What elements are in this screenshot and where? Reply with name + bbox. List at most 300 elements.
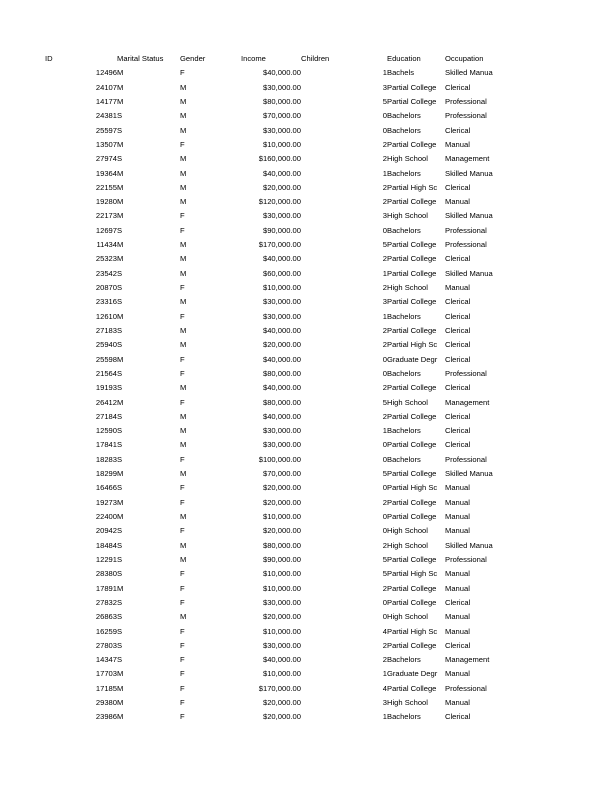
cell-children[interactable]: 3 — [382, 297, 387, 307]
cell-occupation[interactable]: Professional — [445, 240, 487, 250]
cell-children[interactable]: 2 — [382, 411, 387, 421]
cell-marital[interactable]: S — [117, 340, 123, 350]
cell-gender[interactable]: F — [180, 640, 185, 650]
cell-occupation[interactable]: Professional — [445, 454, 487, 464]
table-row[interactable] — [45, 625, 555, 639]
cell-gender[interactable]: M — [180, 182, 187, 192]
table-row[interactable] — [45, 81, 555, 95]
cell-income[interactable]: $30,000.00 — [262, 125, 301, 135]
cell-gender[interactable]: F — [180, 211, 185, 221]
cell-gender[interactable]: M — [180, 268, 187, 278]
cell-marital[interactable]: M — [117, 240, 124, 250]
table-row[interactable] — [45, 396, 555, 410]
cell-gender[interactable]: F — [180, 397, 185, 407]
cell-marital[interactable]: S — [117, 125, 123, 135]
cell-income[interactable]: $40,000.00 — [262, 655, 301, 665]
cell-gender[interactable]: F — [180, 225, 185, 235]
cell-education[interactable]: High School — [387, 397, 428, 407]
cell-id[interactable]: 18484 — [95, 540, 117, 550]
table-row[interactable] — [45, 467, 555, 481]
cell-id[interactable]: 25598 — [95, 354, 117, 364]
cell-id[interactable]: 19273 — [95, 497, 117, 507]
cell-id[interactable]: 18299 — [95, 469, 117, 479]
table-row[interactable] — [45, 338, 555, 352]
cell-occupation[interactable]: Professional — [445, 96, 487, 106]
cell-id[interactable]: 17841 — [95, 440, 117, 450]
cell-children[interactable]: 2 — [382, 640, 387, 650]
cell-marital[interactable]: S — [117, 283, 123, 292]
cell-income[interactable]: $40,000.00 — [262, 383, 301, 393]
cell-children[interactable]: 5 — [382, 554, 387, 564]
cell-marital[interactable]: M — [117, 354, 124, 364]
cell-gender[interactable]: F — [180, 68, 185, 78]
cell-marital[interactable]: S — [117, 268, 123, 278]
cell-gender[interactable]: M — [180, 325, 187, 335]
cell-education[interactable]: Partial College — [387, 597, 437, 607]
cell-education[interactable]: Partial High Sc — [387, 340, 438, 350]
cell-income[interactable]: $30,000.00 — [262, 311, 301, 321]
cell-marital[interactable]: M — [117, 583, 124, 593]
cell-marital[interactable]: S — [117, 597, 123, 607]
cell-marital[interactable]: M — [117, 712, 124, 722]
cell-children[interactable]: 2 — [382, 325, 387, 335]
cell-children[interactable]: 0 — [382, 225, 387, 235]
cell-education[interactable]: Partial High Sc — [387, 626, 438, 636]
table-row[interactable] — [45, 653, 555, 667]
table-row[interactable] — [45, 267, 555, 281]
cell-income[interactable]: $70,000.00 — [262, 469, 301, 479]
table-row[interactable] — [45, 639, 555, 653]
cell-id[interactable]: 16259 — [95, 626, 117, 636]
table-row[interactable] — [45, 682, 555, 696]
cell-children[interactable]: 5 — [382, 397, 387, 407]
cell-id[interactable]: 27184 — [95, 411, 117, 421]
cell-id[interactable]: 21564 — [95, 368, 117, 378]
cell-occupation[interactable]: Clerical — [445, 426, 471, 436]
cell-income[interactable]: $80,000.00 — [262, 397, 301, 407]
cell-gender[interactable]: M — [180, 240, 187, 250]
cell-id[interactable]: 13507 — [95, 139, 117, 149]
cell-marital[interactable]: S — [117, 426, 123, 436]
cell-income[interactable]: $40,000.00 — [262, 168, 301, 178]
table-row[interactable] — [45, 424, 555, 438]
table-row[interactable] — [45, 438, 555, 452]
cell-children[interactable]: 0 — [382, 526, 387, 536]
cell-income[interactable]: $30,000.00 — [262, 82, 301, 92]
cell-gender[interactable]: M — [180, 411, 187, 421]
cell-education[interactable]: Partial College — [387, 583, 437, 593]
cell-id[interactable]: 22400 — [95, 512, 117, 521]
cell-id[interactable]: 23542 — [95, 268, 117, 278]
cell-children[interactable]: 4 — [382, 626, 387, 636]
cell-marital[interactable]: S — [117, 526, 123, 536]
table-row[interactable] — [45, 324, 555, 338]
cell-id[interactable]: 14347 — [95, 655, 117, 665]
cell-education[interactable]: Bachelors — [387, 311, 421, 321]
cell-children[interactable]: 0 — [382, 454, 387, 464]
cell-income[interactable]: $20,000.00 — [262, 497, 301, 507]
cell-id[interactable]: 19280 — [95, 197, 117, 207]
cell-id[interactable]: 23986 — [95, 712, 117, 722]
cell-education[interactable]: Partial College — [387, 268, 437, 278]
cell-marital[interactable]: S — [117, 225, 123, 235]
cell-income[interactable]: $30,000.00 — [262, 211, 301, 221]
cell-occupation[interactable]: Management — [445, 655, 490, 665]
cell-income[interactable]: $80,000.00 — [262, 96, 301, 106]
cell-education[interactable]: Partial College — [387, 640, 437, 650]
cell-gender[interactable]: M — [180, 383, 187, 393]
cell-id[interactable]: 12590 — [95, 426, 117, 436]
cell-income[interactable]: $40,000.00 — [262, 354, 301, 364]
cell-id[interactable]: 28380 — [95, 569, 117, 579]
cell-marital[interactable]: S — [117, 325, 123, 335]
table-row[interactable] — [45, 152, 555, 166]
cell-marital[interactable]: S — [117, 640, 123, 650]
cell-children[interactable]: 1 — [382, 426, 387, 436]
table-row[interactable] — [45, 138, 555, 152]
cell-occupation[interactable]: Manual — [445, 698, 470, 708]
cell-occupation[interactable]: Professional — [445, 111, 487, 121]
cell-gender[interactable]: F — [180, 526, 185, 536]
cell-gender[interactable]: F — [180, 655, 185, 665]
cell-marital[interactable]: S — [117, 454, 123, 464]
cell-education[interactable]: Bachelors — [387, 368, 421, 378]
cell-education[interactable]: Partial College — [387, 383, 437, 393]
cell-education[interactable]: Partial College — [387, 297, 437, 307]
cell-education[interactable]: Bachelors — [387, 712, 421, 722]
cell-children[interactable]: 2 — [382, 655, 387, 665]
cell-occupation[interactable]: Manual — [445, 283, 470, 292]
cell-children[interactable]: 1 — [382, 669, 387, 679]
cell-gender[interactable]: F — [180, 712, 185, 722]
cell-gender[interactable]: F — [180, 311, 185, 321]
cell-id[interactable]: 17185 — [95, 683, 117, 693]
cell-occupation[interactable]: Clerical — [445, 82, 471, 92]
cell-education[interactable]: Partial High Sc — [387, 569, 438, 579]
cell-education[interactable]: Partial High Sc — [387, 182, 438, 192]
cell-gender[interactable]: M — [180, 440, 187, 450]
cell-education[interactable]: Bachelors — [387, 454, 421, 464]
cell-occupation[interactable]: Manual — [445, 569, 470, 579]
cell-income[interactable]: $10,000.00 — [262, 283, 301, 292]
cell-marital[interactable]: M — [117, 139, 124, 149]
cell-gender[interactable]: M — [180, 82, 187, 92]
cell-id[interactable]: 20870 — [95, 283, 117, 292]
cell-gender[interactable]: F — [180, 354, 185, 364]
cell-occupation[interactable]: Manual — [445, 139, 470, 149]
cell-id[interactable]: 22155 — [95, 182, 117, 192]
cell-education[interactable]: Bachelors — [387, 111, 421, 121]
cell-education[interactable]: Bachelors — [387, 125, 421, 135]
cell-education[interactable]: Bachelors — [387, 225, 421, 235]
cell-occupation[interactable]: Clerical — [445, 254, 471, 264]
table-row[interactable] — [45, 295, 555, 309]
cell-education[interactable]: Partial College — [387, 554, 437, 564]
cell-children[interactable]: 1 — [382, 168, 387, 178]
table-row[interactable] — [45, 109, 555, 123]
table-row[interactable] — [45, 481, 555, 495]
cell-children[interactable]: 2 — [382, 383, 387, 393]
cell-income[interactable]: $40,000.00 — [262, 68, 301, 78]
cell-gender[interactable]: M — [180, 297, 187, 307]
cell-marital[interactable]: S — [117, 368, 123, 378]
cell-occupation[interactable]: Manual — [445, 483, 470, 493]
table-row[interactable] — [45, 596, 555, 610]
cell-marital[interactable]: M — [117, 698, 124, 708]
cell-children[interactable]: 2 — [382, 340, 387, 350]
table-row[interactable] — [45, 167, 555, 181]
cell-income[interactable]: $20,000.00 — [262, 712, 301, 722]
cell-children[interactable]: 0 — [382, 440, 387, 450]
cell-children[interactable]: 2 — [382, 583, 387, 593]
cell-id[interactable]: 27974 — [95, 154, 117, 164]
table-row[interactable] — [45, 381, 555, 395]
table-row[interactable] — [45, 367, 555, 381]
cell-gender[interactable]: M — [180, 168, 187, 178]
cell-education[interactable]: High School — [387, 211, 428, 221]
table-row[interactable] — [45, 582, 555, 596]
cell-id[interactable]: 19364 — [95, 168, 117, 178]
cell-education[interactable]: High School — [387, 526, 428, 536]
cell-income[interactable]: $160,000.00 — [258, 154, 301, 164]
cell-occupation[interactable]: Professional — [445, 554, 487, 564]
cell-education[interactable]: Partial College — [387, 240, 437, 250]
cell-income[interactable]: $170,000.00 — [258, 683, 301, 693]
table-row[interactable] — [45, 353, 555, 367]
cell-marital[interactable]: S — [117, 411, 123, 421]
cell-education[interactable]: Partial College — [387, 254, 437, 264]
cell-education[interactable]: Partial College — [387, 82, 437, 92]
cell-children[interactable]: 2 — [382, 154, 387, 164]
cell-children[interactable]: 3 — [382, 698, 387, 708]
cell-children[interactable]: 2 — [382, 197, 387, 207]
cell-children[interactable]: 0 — [382, 597, 387, 607]
cell-marital[interactable]: S — [117, 655, 123, 665]
cell-occupation[interactable]: Professional — [445, 683, 487, 693]
table-row[interactable] — [45, 710, 555, 724]
cell-gender[interactable]: F — [180, 683, 185, 693]
cell-marital[interactable]: S — [117, 540, 123, 550]
cell-marital[interactable]: S — [117, 626, 123, 636]
cell-id[interactable]: 27832 — [95, 597, 117, 607]
cell-income[interactable]: $40,000.00 — [262, 254, 301, 264]
cell-children[interactable]: 1 — [382, 311, 387, 321]
cell-id[interactable]: 14177 — [95, 96, 117, 106]
cell-income[interactable]: $90,000.00 — [262, 225, 301, 235]
cell-marital[interactable]: S — [117, 569, 123, 579]
cell-occupation[interactable]: Clerical — [445, 125, 471, 135]
cell-education[interactable]: High School — [387, 154, 428, 164]
cell-education[interactable]: Bachels — [387, 68, 415, 78]
cell-id[interactable]: 18283 — [95, 454, 117, 464]
cell-marital[interactable]: M — [117, 512, 124, 521]
cell-children[interactable]: 2 — [382, 497, 387, 507]
cell-occupation[interactable]: Clerical — [445, 383, 471, 393]
cell-occupation[interactable]: Skilled Manua — [445, 168, 493, 178]
table-row[interactable] — [45, 453, 555, 467]
cell-income[interactable]: $120,000.00 — [258, 197, 301, 207]
cell-marital[interactable]: M — [117, 311, 124, 321]
cell-education[interactable]: Partial College — [387, 96, 437, 106]
cell-gender[interactable]: F — [180, 583, 185, 593]
cell-education[interactable]: Partial College — [387, 139, 437, 149]
cell-education[interactable]: High School — [387, 283, 428, 292]
table-row[interactable] — [45, 238, 555, 252]
cell-income[interactable]: $20,000.00 — [262, 182, 301, 192]
cell-children[interactable]: 0 — [382, 111, 387, 121]
cell-income[interactable]: $30,000.00 — [262, 426, 301, 436]
cell-id[interactable]: 16466 — [95, 483, 117, 493]
cell-marital[interactable]: M — [117, 96, 124, 106]
cell-gender[interactable]: M — [180, 125, 187, 135]
cell-gender[interactable]: F — [180, 569, 185, 579]
table-row[interactable] — [45, 510, 555, 524]
cell-income[interactable]: $20,000.00 — [262, 526, 301, 536]
cell-marital[interactable]: S — [117, 612, 123, 622]
cell-marital[interactable]: M — [117, 168, 124, 178]
cell-id[interactable]: 26863 — [95, 612, 117, 622]
cell-income[interactable]: $20,000.00 — [262, 698, 301, 708]
cell-occupation[interactable]: Manual — [445, 512, 470, 521]
cell-marital[interactable]: M — [117, 497, 124, 507]
cell-marital[interactable]: S — [117, 297, 123, 307]
cell-gender[interactable]: M — [180, 254, 187, 264]
cell-children[interactable]: 2 — [382, 254, 387, 264]
cell-income[interactable]: $90,000.00 — [262, 554, 301, 564]
cell-occupation[interactable]: Clerical — [445, 440, 471, 450]
cell-occupation[interactable]: Professional — [445, 225, 487, 235]
cell-gender[interactable]: F — [180, 597, 185, 607]
cell-gender[interactable]: M — [180, 512, 187, 521]
cell-gender[interactable]: F — [180, 483, 185, 493]
cell-occupation[interactable]: Manual — [445, 197, 470, 207]
cell-marital[interactable]: S — [117, 383, 123, 393]
cell-gender[interactable]: F — [180, 139, 185, 149]
cell-id[interactable]: 11434 — [96, 240, 117, 250]
cell-children[interactable]: 0 — [382, 483, 387, 493]
cell-gender[interactable]: M — [180, 469, 187, 479]
cell-id[interactable]: 12697 — [95, 225, 117, 235]
cell-gender[interactable]: F — [180, 497, 185, 507]
cell-education[interactable]: High School — [387, 540, 428, 550]
cell-marital[interactable]: S — [117, 440, 123, 450]
cell-marital[interactable]: M — [117, 669, 124, 679]
cell-marital[interactable]: M — [117, 683, 124, 693]
cell-children[interactable]: 0 — [382, 612, 387, 622]
cell-education[interactable]: Bachelors — [387, 426, 421, 436]
cell-income[interactable]: $40,000.00 — [262, 411, 301, 421]
cell-children[interactable]: 2 — [382, 540, 387, 550]
cell-income[interactable]: $70,000.00 — [262, 111, 301, 121]
cell-education[interactable]: Partial College — [387, 197, 437, 207]
cell-id[interactable]: 27803 — [95, 640, 117, 650]
cell-children[interactable]: 2 — [382, 283, 387, 292]
cell-occupation[interactable]: Skilled Manua — [445, 469, 493, 479]
cell-children[interactable]: 5 — [382, 569, 387, 579]
cell-income[interactable]: $20,000.00 — [262, 340, 301, 350]
cell-education[interactable]: High School — [387, 698, 428, 708]
cell-children[interactable]: 2 — [382, 139, 387, 149]
cell-gender[interactable]: F — [180, 698, 185, 708]
cell-children[interactable]: 5 — [382, 469, 387, 479]
cell-gender[interactable]: F — [180, 669, 185, 679]
cell-id[interactable]: 12291 — [95, 554, 117, 564]
cell-marital[interactable]: M — [117, 397, 124, 407]
cell-income[interactable]: $40,000.00 — [262, 325, 301, 335]
cell-occupation[interactable]: Clerical — [445, 640, 471, 650]
cell-marital[interactable]: M — [117, 82, 124, 92]
cell-income[interactable]: $20,000.00 — [262, 612, 301, 622]
table-row[interactable] — [45, 66, 555, 80]
cell-education[interactable]: Partial College — [387, 411, 437, 421]
cell-education[interactable]: Partial College — [387, 512, 437, 521]
cell-occupation[interactable]: Clerical — [445, 325, 471, 335]
cell-occupation[interactable]: Clerical — [445, 712, 471, 722]
cell-income[interactable]: $10,000.00 — [262, 139, 301, 149]
cell-id[interactable]: 24107 — [95, 82, 117, 92]
table-row[interactable] — [45, 524, 555, 538]
cell-income[interactable]: $80,000.00 — [262, 368, 301, 378]
cell-occupation[interactable]: Professional — [445, 368, 487, 378]
table-row[interactable] — [45, 195, 555, 209]
cell-gender[interactable]: F — [180, 368, 185, 378]
cell-marital[interactable]: S — [117, 154, 123, 164]
table-row[interactable] — [45, 281, 555, 295]
cell-income[interactable]: $80,000.00 — [262, 540, 301, 550]
table-row[interactable] — [45, 224, 555, 238]
table-row[interactable] — [45, 410, 555, 424]
cell-occupation[interactable]: Skilled Manua — [445, 68, 493, 78]
cell-gender[interactable]: M — [180, 197, 187, 207]
cell-id[interactable]: 19193 — [95, 383, 117, 393]
table-row[interactable] — [45, 539, 555, 553]
cell-occupation[interactable]: Skilled Manua — [445, 268, 493, 278]
cell-children[interactable]: 1 — [382, 268, 387, 278]
cell-gender[interactable]: F — [180, 454, 185, 464]
cell-education[interactable]: Graduate Degr — [387, 354, 438, 364]
table-row[interactable] — [45, 209, 555, 223]
cell-children[interactable]: 0 — [382, 354, 387, 364]
cell-occupation[interactable]: Manual — [445, 626, 470, 636]
cell-id[interactable]: 12496 — [95, 68, 117, 78]
table-row[interactable] — [45, 496, 555, 510]
cell-occupation[interactable]: Clerical — [445, 182, 471, 192]
table-row[interactable] — [45, 610, 555, 624]
cell-gender[interactable]: M — [180, 612, 187, 622]
cell-gender[interactable]: M — [180, 554, 187, 564]
cell-gender[interactable]: M — [180, 154, 187, 164]
cell-children[interactable]: 1 — [382, 68, 387, 78]
cell-income[interactable]: $170,000.00 — [258, 240, 301, 250]
cell-education[interactable]: Partial High Sc — [387, 483, 438, 493]
cell-occupation[interactable]: Skilled Manua — [445, 211, 493, 221]
cell-income[interactable]: $30,000.00 — [262, 297, 301, 307]
cell-gender[interactable]: M — [180, 111, 187, 121]
cell-id[interactable]: 12610 — [95, 311, 117, 321]
cell-education[interactable]: Graduate Degr — [387, 669, 438, 679]
cell-gender[interactable]: M — [180, 426, 187, 436]
cell-income[interactable]: $10,000.00 — [262, 569, 301, 579]
table-row[interactable] — [45, 124, 555, 138]
cell-marital[interactable]: M — [117, 469, 124, 479]
table-row[interactable] — [45, 252, 555, 266]
cell-children[interactable]: 0 — [382, 125, 387, 135]
cell-occupation[interactable]: Skilled Manua — [445, 540, 493, 550]
cell-children[interactable]: 0 — [382, 512, 387, 521]
cell-occupation[interactable]: Management — [445, 154, 490, 164]
cell-children[interactable]: 2 — [382, 182, 387, 192]
cell-id[interactable]: 26412 — [95, 397, 117, 407]
